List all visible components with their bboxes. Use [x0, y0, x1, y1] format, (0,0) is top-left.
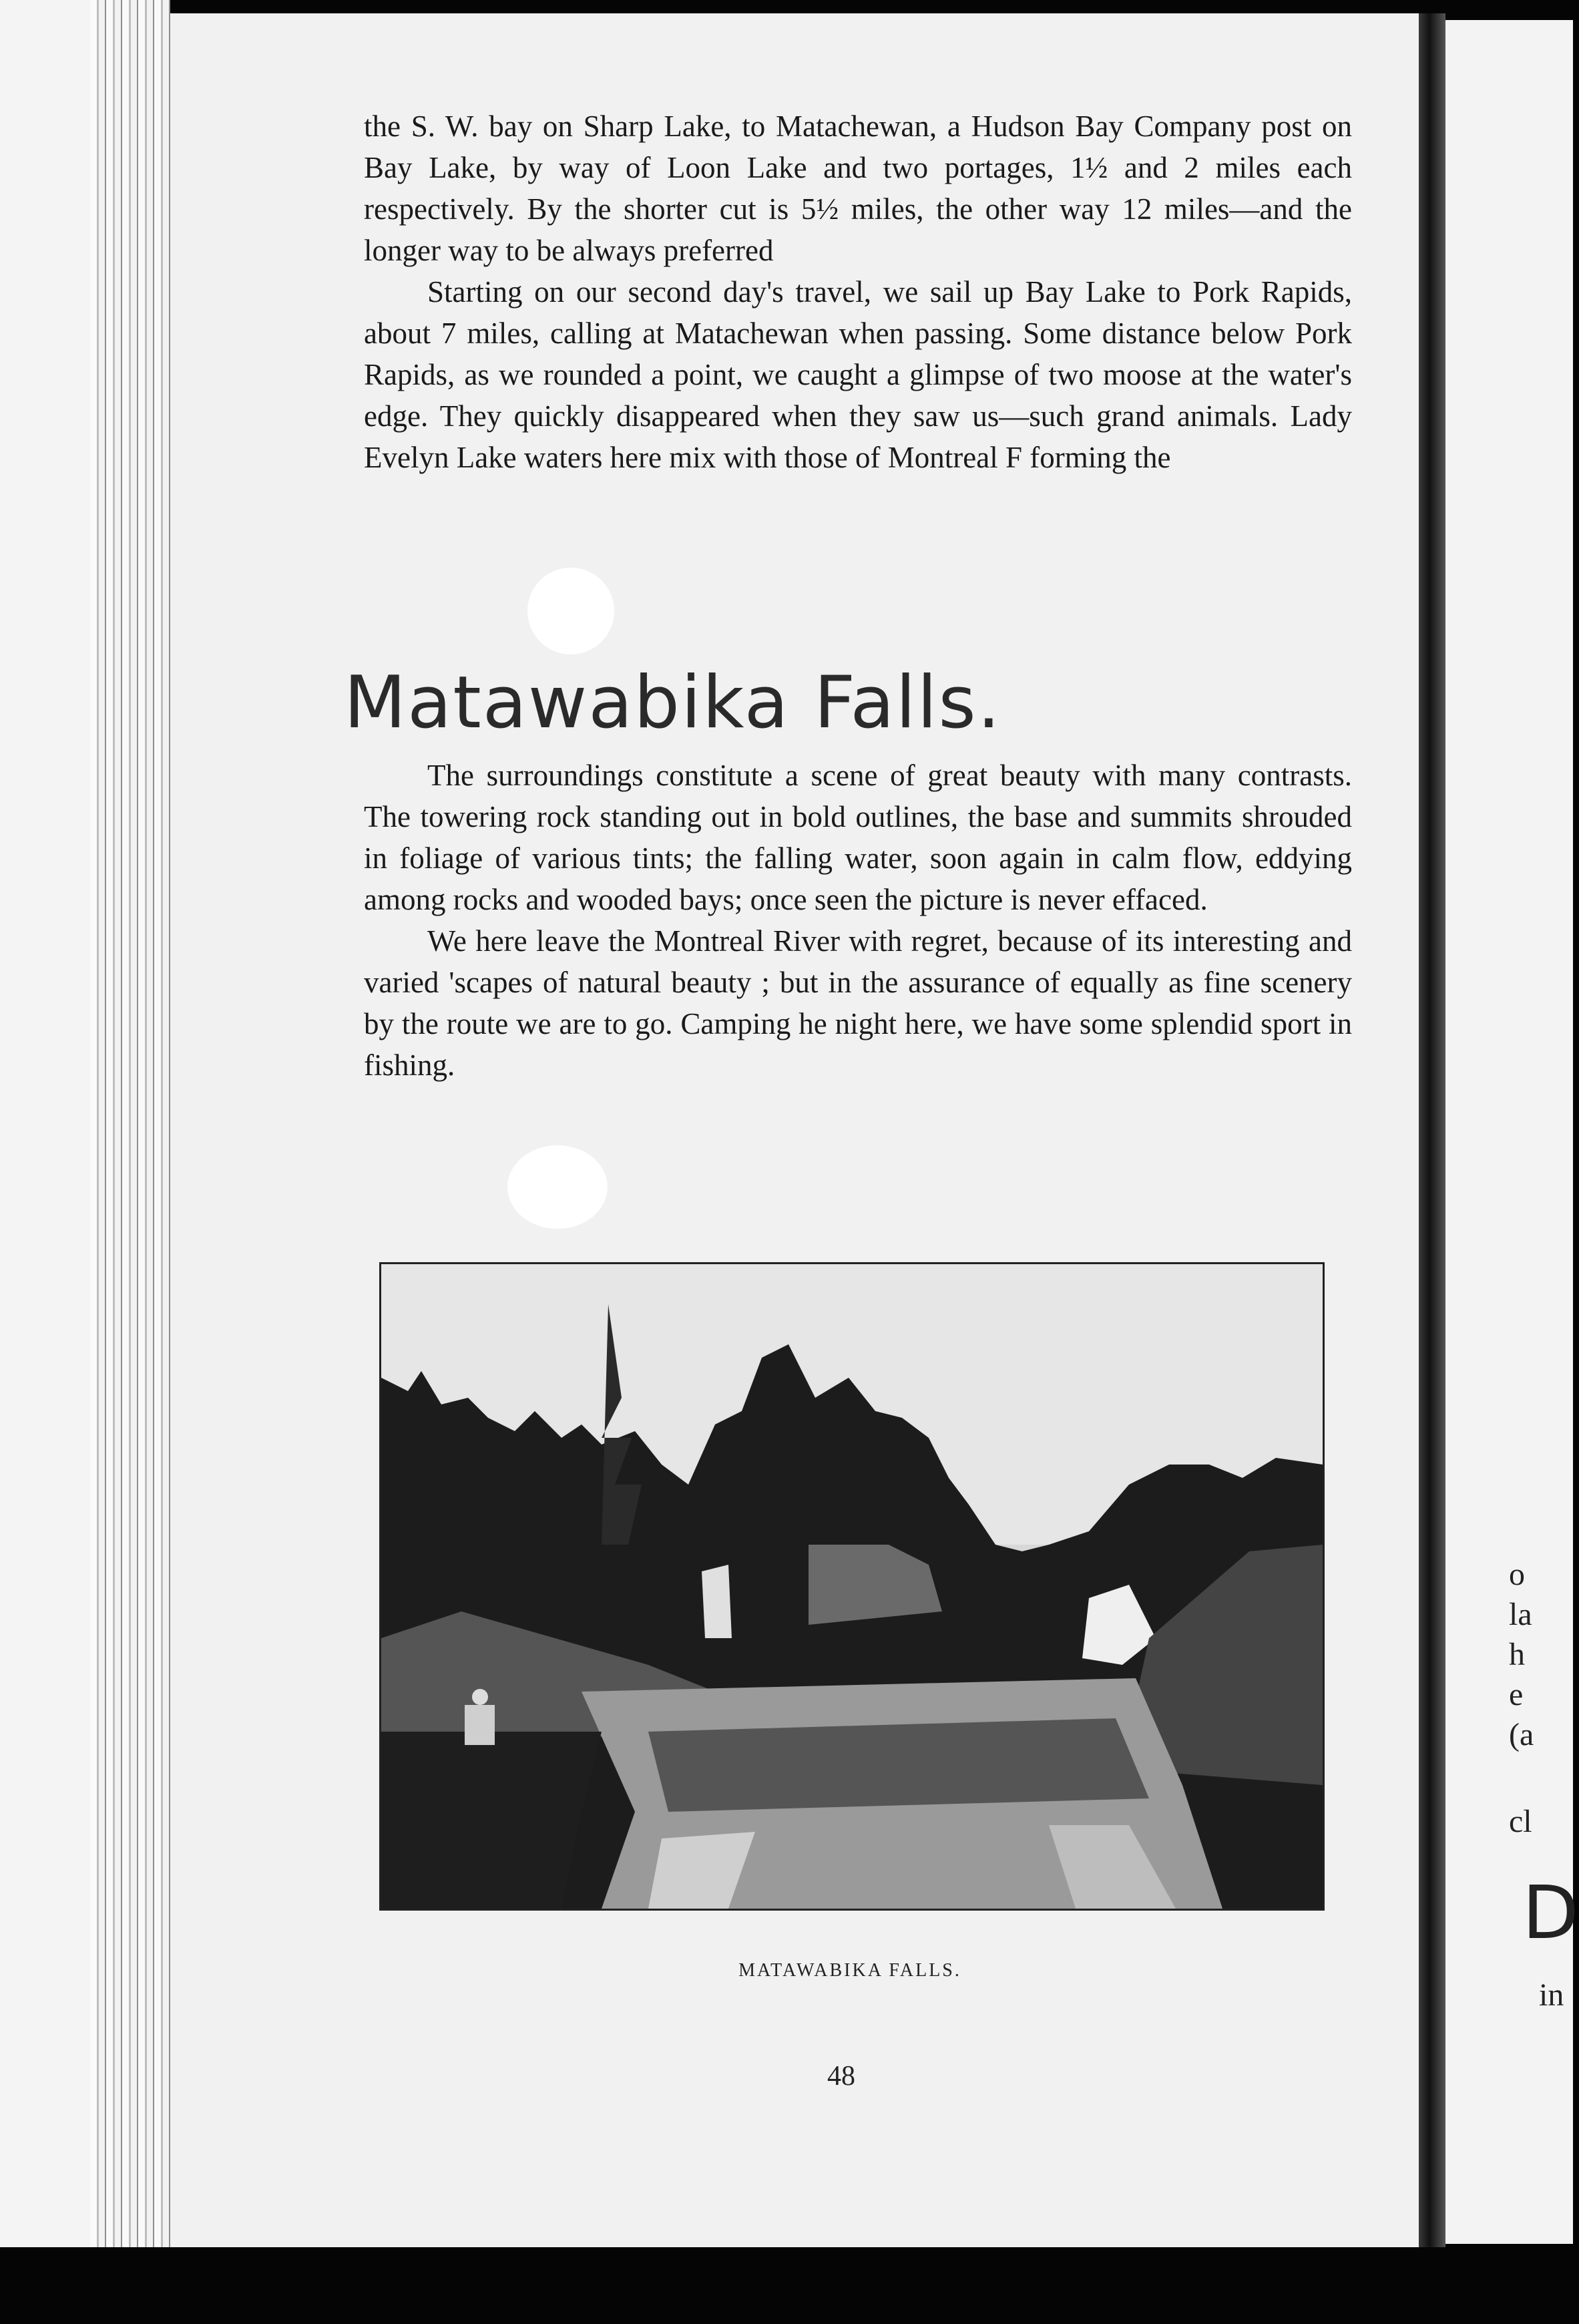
waterfall-photograph: [379, 1262, 1325, 1911]
section-heading: Matawabika Falls.: [344, 661, 1002, 745]
facing-page-text: la: [1509, 1597, 1532, 1632]
gutter-shadow: [1419, 13, 1445, 2247]
paragraph: We here leave the Montreal River with regret, because of its interesting and varied 'scapes of natural beauty ; but in the assurance of equally as fine scenery by the route we are to go. Camping he night here, we have some splendid sport in fishing.: [364, 924, 1352, 1082]
top-text: [364, 106, 1352, 478]
paper-damage: [507, 1145, 608, 1229]
photo-caption: MATAWABIKA FALLS.: [738, 1960, 961, 1981]
facing-page-text: in: [1539, 1977, 1564, 2013]
book-binding: [0, 0, 90, 2264]
page-stack-edge: [90, 0, 170, 2264]
paragraph: The surroundings constitute a scene of great beauty with many contrasts. The towering rock standing out in bold outlines, the base and summits shrouded in foliage of various tints; the falling water, soon again in calm flow, eddying among rocks and wooded bays; once seen the picture is never effaced.: [364, 759, 1352, 916]
page-number: 48: [827, 2061, 855, 2092]
facing-page-text: h: [1509, 1637, 1525, 1672]
facing-page-text: o: [1509, 1557, 1525, 1592]
facing-page-heading: D: [1522, 1870, 1579, 1955]
paper-damage: [527, 568, 614, 654]
facing-page-text: e: [1509, 1677, 1524, 1712]
paragraph: Starting on our second day's travel, we sail up Bay Lake to Pork Rapids, about 7 miles, calling at Matachewan when passing. Some distance below Pork Rapids, as we rounded a point, we caught a glimpse of two moose at the water's edge. They quickly disappeared when they saw us—such grand animals. Lady Evelyn Lake waters here mix with those of Montreal F forming the: [364, 275, 1352, 474]
scan-border: [0, 2247, 1573, 2324]
facing-page-text: (a: [1509, 1717, 1534, 1752]
paragraph: the S. W. bay on Sharp Lake, to Matachewan, a Hudson Bay Company post on Bay Lake, by way of Loon Lake and two portages, 1½ and 2 miles each respectively. By the shorter cut is 5½ miles, the other way 12 miles—and the longer way to be always preferred: [364, 110, 1352, 267]
bottom-text: [364, 755, 1352, 1086]
facing-page-text: cl: [1509, 1804, 1532, 1839]
